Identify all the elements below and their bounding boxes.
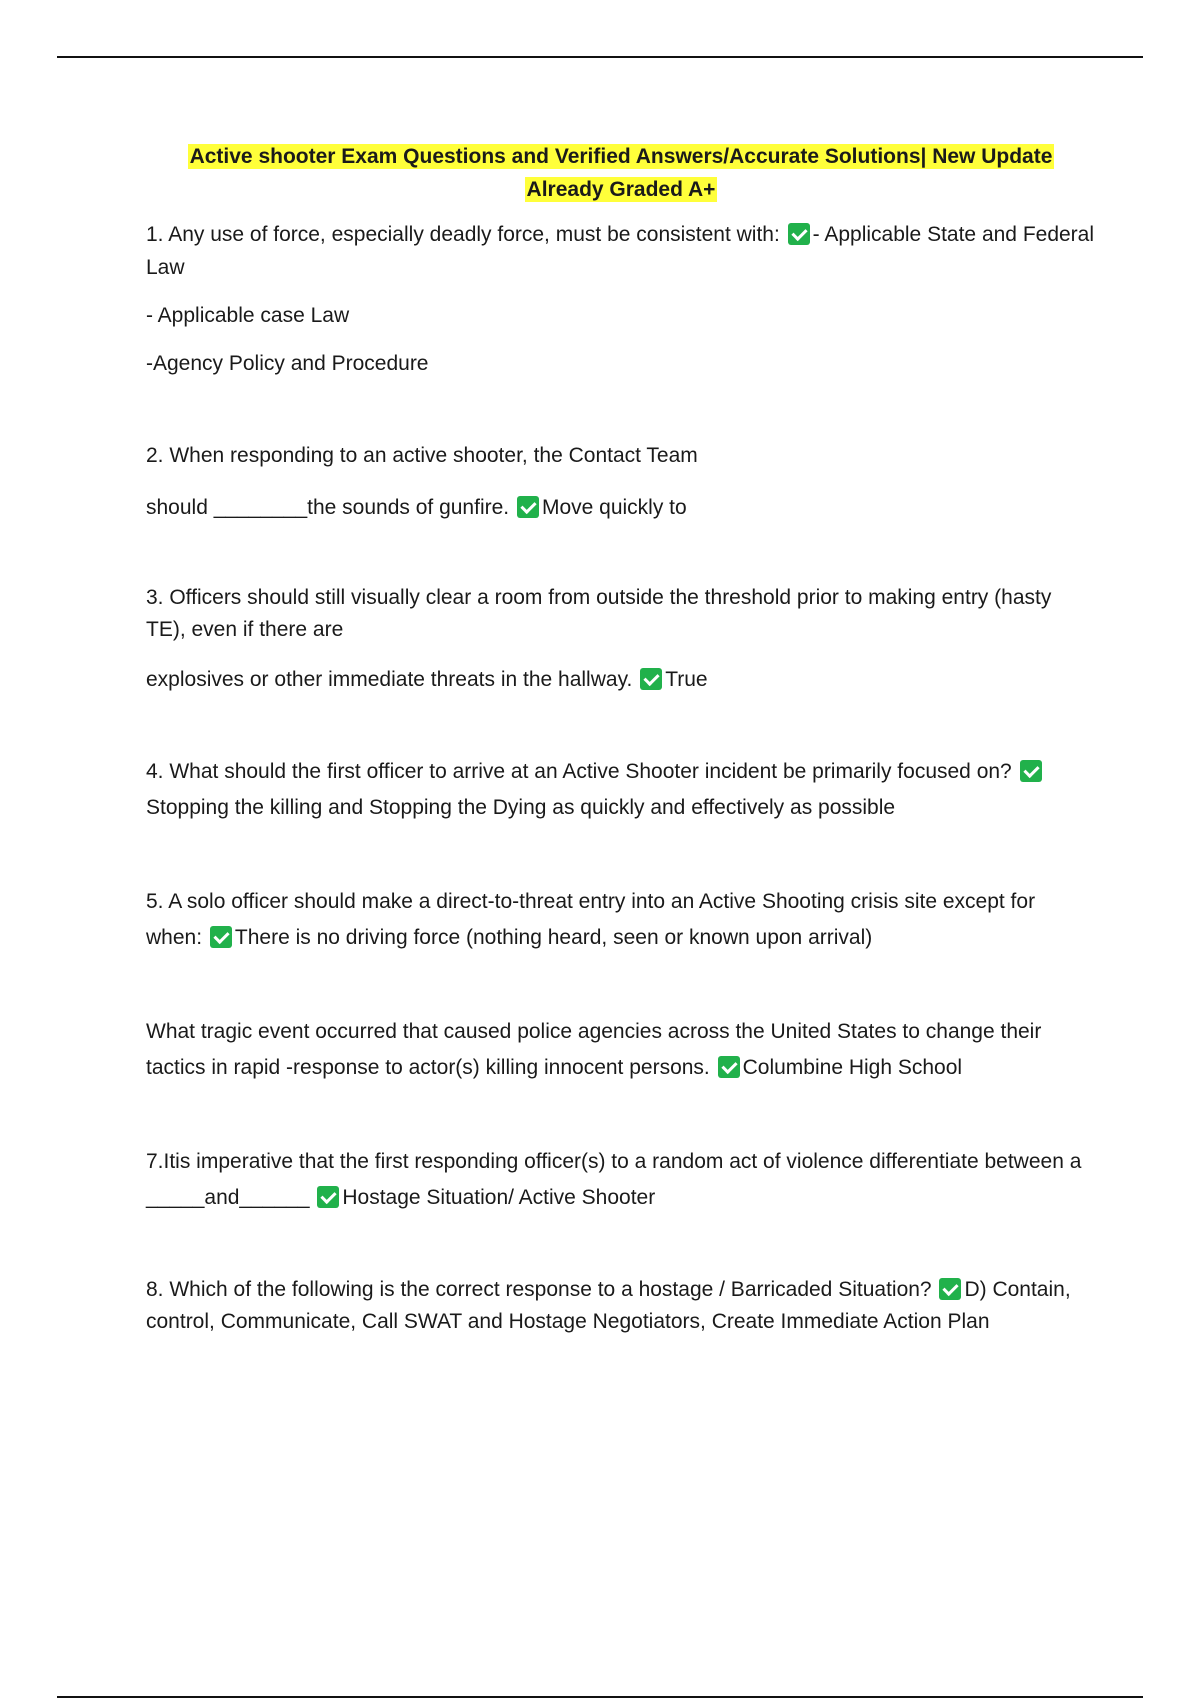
answer-text: Move quickly to [541, 496, 687, 519]
question-text: 4. What should the first officer to arrive at an Active Shooter incident be primarily focused on? [146, 760, 1012, 783]
document-page [146, 140, 1096, 1338]
question-text: 2. When responding to an active shooter, the Contact Team [146, 444, 698, 467]
answer-text: Stopping the killing and Stopping the Dying as quickly and effectively as possible [146, 796, 896, 819]
question-text: 1. Any use of force, especially deadly force, must be consistent with: [146, 223, 780, 246]
top-rule [57, 56, 1143, 58]
title-line-2: Already Graded A+ [526, 178, 716, 201]
answer-text: Columbine High School [742, 1056, 963, 1079]
question-text: 7.Itis imperative that the first responding officer(s) to a random act of violence differentiate between a _____and______ [146, 1150, 1082, 1209]
answer-text: - Applicable State and Federal Law [146, 223, 1095, 279]
answer-text: D) Contain, control, Communicate, Call SWAT and Hostage Negotiators, Create Immediate Action Plan [146, 1278, 1071, 1333]
question-text: What tragic event occurred that caused police agencies across the United States to change their tactics in rapid -response to actor(s) killing innocent persons. [146, 1020, 1042, 1079]
question-5 [146, 884, 1096, 956]
green-check-icon [788, 223, 810, 245]
answer-text: Hostage Situation/ Active Shooter [342, 1186, 656, 1209]
green-check-icon [1020, 760, 1042, 782]
question-7 [146, 1144, 1096, 1216]
question-8 [146, 1274, 1096, 1338]
green-check-icon [939, 1278, 961, 1300]
question-text: should ________the sounds of gunfire. [146, 496, 510, 519]
green-check-icon [718, 1056, 740, 1078]
question-2 [146, 440, 1096, 524]
question-4 [146, 754, 1096, 826]
green-check-icon [317, 1186, 339, 1208]
title-line-1: Active shooter Exam Questions and Verified Answers/Accurate Solutions| New Update [189, 145, 1053, 168]
answer-line: - Applicable case Law [146, 304, 350, 327]
document-title [146, 140, 1096, 206]
question-text: explosives or other immediate threats in the hallway. [146, 668, 633, 691]
bottom-rule [57, 1696, 1143, 1698]
question-text: 5. A solo officer should make a direct-to-threat entry into an Active Shooting crisis site except for when: [146, 890, 1036, 949]
answer-line: -Agency Policy and Procedure [146, 352, 429, 375]
answer-text: True [665, 668, 708, 691]
question-text: 8. Which of the following is the correct response to a hostage / Barricaded Situation? [146, 1278, 932, 1301]
answer-text: There is no driving force (nothing heard, seen or known upon arrival) [234, 926, 873, 949]
question-6 [146, 1014, 1096, 1086]
green-check-icon [210, 926, 232, 948]
question-1 [146, 218, 1096, 380]
green-check-icon [517, 496, 539, 518]
question-text: 3. Officers should still visually clear a room from outside the threshold prior to making entry (hasty TE), even if there are [146, 586, 1052, 641]
green-check-icon [640, 668, 662, 690]
question-3 [146, 582, 1096, 696]
